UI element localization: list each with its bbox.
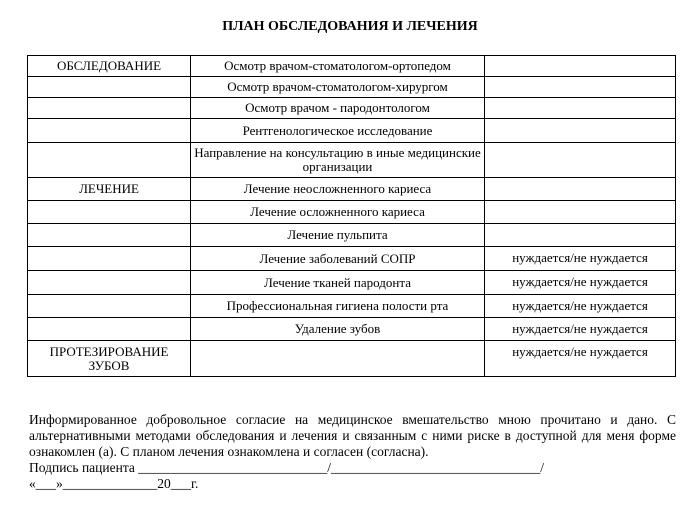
section-cell [28,271,191,295]
table-row [28,318,676,341]
section-cell [28,98,191,119]
item-cell: Лечение тканей пародонта [191,271,485,295]
status-cell: нуждается/не нуждается [485,295,676,318]
table-row [28,178,676,201]
table-row [28,77,676,98]
section-cell [28,119,191,143]
item-cell: Профессиональная гигиена полости рта [191,295,485,318]
item-cell: Лечение заболеваний СОПР [191,247,485,271]
consent-text: Информированное добровольное согласие на медицинское вмешательство мною прочитано и дано. С альтернативными методами обследования и лечения и связанным с ними риске в доступной для меня форме ознакомлен (а). С планом лечения ознакомлена и согласен (согласна). [29,412,676,459]
table-row [28,271,676,295]
date-line: «___»______________20___г. [29,476,199,491]
status-cell [485,201,676,224]
section-cell: ЛЕЧЕНИЕ [28,178,191,201]
table-row [28,247,676,271]
section-cell [28,224,191,247]
section-cell [28,143,191,178]
status-cell [485,143,676,178]
status-cell: нуждается/не нуждается [485,271,676,295]
item-cell: Осмотр врачом-стоматологом-ортопедом [191,56,485,77]
status-cell [485,77,676,98]
table-row [28,201,676,224]
section-cell: ОБСЛЕДОВАНИЕ [28,56,191,77]
item-cell: Осмотр врачом - пародонтологом [191,98,485,119]
item-cell: Лечение осложненного кариеса [191,201,485,224]
section-cell: ПРОТЕЗИРОВАНИЕ ЗУБОВ [28,341,191,377]
item-cell: Направление на консультацию в иные медицинские организации [191,143,485,178]
item-cell: Рентгенологическое исследование [191,119,485,143]
item-cell [191,341,485,377]
table-row [28,56,676,77]
status-cell [485,224,676,247]
status-cell [485,119,676,143]
table-row [28,341,676,377]
table-row [28,98,676,119]
item-cell: Лечение неосложненного кариеса [191,178,485,201]
status-cell [485,98,676,119]
table-row [28,224,676,247]
status-cell: нуждается/не нуждается [485,318,676,341]
status-cell [485,56,676,77]
table-row [28,295,676,318]
table-row [28,143,676,178]
item-cell: Осмотр врачом-стоматологом-хирургом [191,77,485,98]
status-cell [485,178,676,201]
table-row [28,119,676,143]
section-cell [28,247,191,271]
item-cell: Лечение пульпита [191,224,485,247]
section-cell [28,77,191,98]
status-cell: нуждается/не нуждается [485,247,676,271]
section-cell [28,318,191,341]
document-title: ПЛАН ОБСЛЕДОВАНИЯ И ЛЕЧЕНИЯ [222,19,478,34]
consent-block [29,412,676,492]
section-cell [28,201,191,224]
signature-line: Подпись пациента ____________________________/_______________________________/ [29,460,545,475]
plan-table [27,55,676,377]
section-cell [28,295,191,318]
item-cell: Удаление зубов [191,318,485,341]
status-cell: нуждается/не нуждается [485,341,676,377]
